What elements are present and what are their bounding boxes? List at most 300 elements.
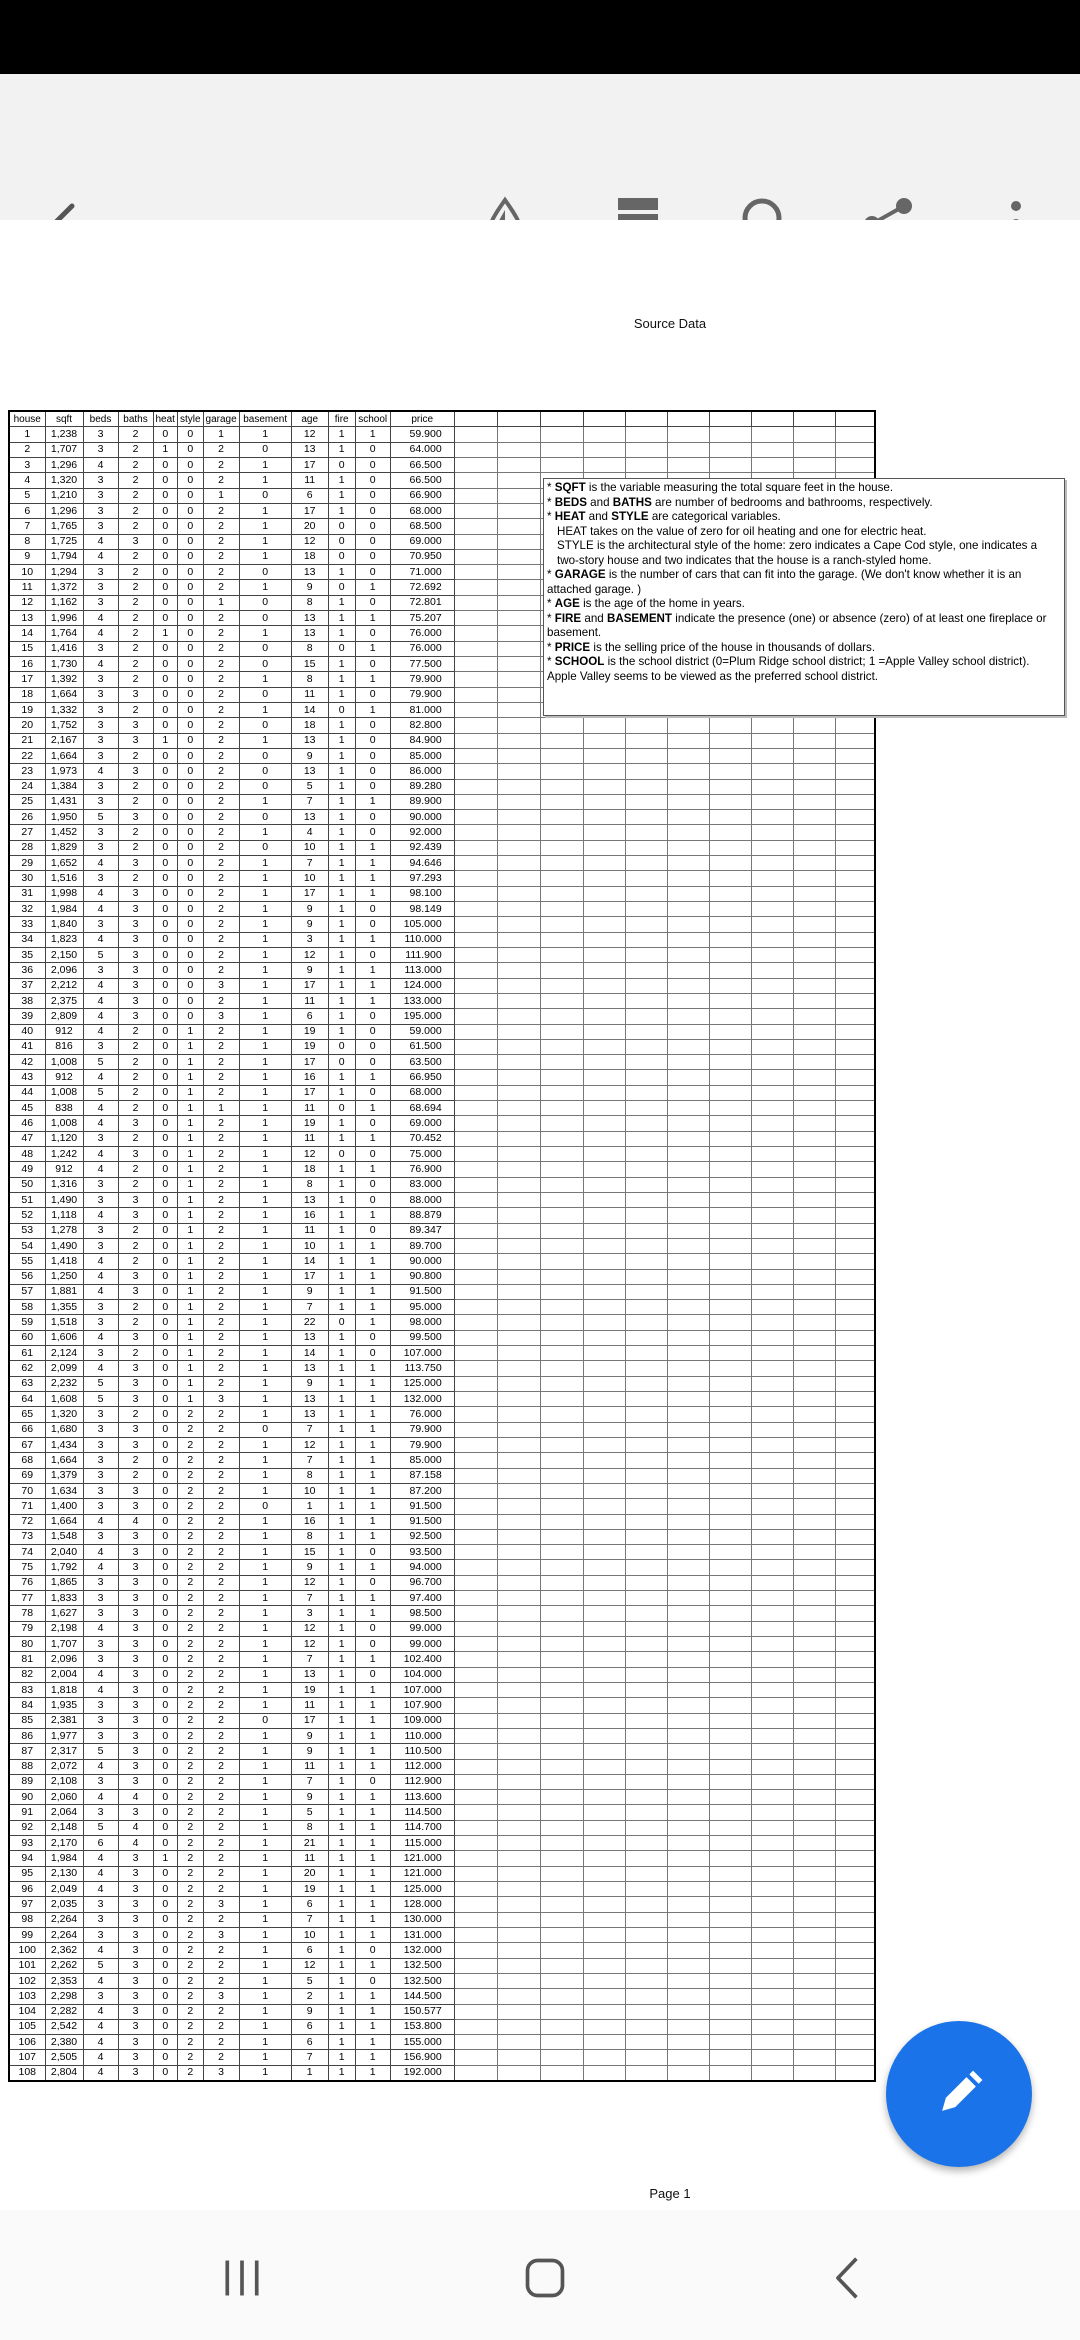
cell-sqft: 1,392 [45, 672, 83, 687]
cell-heat: 0 [153, 748, 177, 763]
cell-baths: 2 [118, 427, 153, 442]
cell-fire: 1 [328, 2004, 355, 2019]
cell-style: 0 [177, 825, 203, 840]
empty-cell [667, 1101, 709, 1116]
cell-baths: 3 [118, 1989, 153, 2004]
empty-cell [667, 1667, 709, 1682]
cell-sqft: 2,264 [45, 1927, 83, 1942]
empty-cell [497, 1407, 540, 1422]
empty-cell [709, 2050, 751, 2065]
cell-price: 85.000 [390, 1453, 454, 1468]
cell-beds: 4 [83, 1284, 118, 1299]
cell-beds: 4 [83, 1560, 118, 1575]
empty-cell [835, 1652, 875, 1667]
empty-cell [454, 473, 497, 488]
cell-house: 85 [9, 1713, 45, 1728]
empty-cell [497, 1177, 540, 1192]
table-row [9, 1805, 875, 1820]
empty-cell [497, 1085, 540, 1100]
empty-cell [583, 1805, 625, 1820]
empty-cell [540, 411, 583, 427]
cell-baths: 3 [118, 1376, 153, 1391]
table-row [9, 1070, 875, 1085]
cell-price: 125.000 [390, 1376, 454, 1391]
table-row [9, 1836, 875, 1851]
cell-fire: 1 [328, 1483, 355, 1498]
cell-fire: 1 [328, 1468, 355, 1483]
empty-cell [625, 840, 667, 855]
cell-school: 1 [355, 1269, 390, 1284]
cell-heat: 0 [153, 978, 177, 993]
empty-cell [793, 718, 835, 733]
cell-price: 72.692 [390, 580, 454, 595]
cell-age: 12 [291, 1575, 328, 1590]
empty-cell [454, 963, 497, 978]
empty-cell [709, 1606, 751, 1621]
empty-cell [540, 856, 583, 871]
empty-cell [625, 1560, 667, 1575]
cell-fire: 0 [328, 1147, 355, 1162]
cell-baths: 4 [118, 1790, 153, 1805]
empty-cell [454, 1667, 497, 1682]
empty-cell [835, 1790, 875, 1805]
empty-cell [835, 1361, 875, 1376]
cell-house: 96 [9, 1882, 45, 1897]
cell-beds: 5 [83, 1820, 118, 1835]
cell-beds: 4 [83, 2004, 118, 2019]
cell-sqft: 1,996 [45, 611, 83, 626]
cell-style: 2 [177, 1882, 203, 1897]
cell-basement: 1 [239, 1575, 291, 1590]
cell-price: 104.000 [390, 1667, 454, 1682]
empty-cell [454, 1637, 497, 1652]
empty-cell [454, 1177, 497, 1192]
empty-cell [667, 1820, 709, 1835]
empty-cell [454, 993, 497, 1008]
empty-cell [667, 1361, 709, 1376]
empty-cell [454, 886, 497, 901]
cell-beds: 6 [83, 1836, 118, 1851]
empty-cell [751, 427, 793, 442]
table-row [9, 2019, 875, 2034]
variable-notes [543, 478, 1065, 716]
cell-style: 0 [177, 1009, 203, 1024]
empty-cell [454, 1147, 497, 1162]
empty-cell [835, 1330, 875, 1345]
empty-cell [835, 1131, 875, 1146]
cell-style: 1 [177, 1208, 203, 1223]
cell-sqft: 1,008 [45, 1055, 83, 1070]
empty-cell [497, 947, 540, 962]
empty-cell [751, 1177, 793, 1192]
empty-cell [583, 1529, 625, 1544]
cell-basement: 1 [239, 1943, 291, 1958]
table-row [9, 917, 875, 932]
cell-age: 17 [291, 1055, 328, 1070]
cell-house: 8 [9, 534, 45, 549]
empty-cell [497, 519, 540, 534]
empty-cell [751, 1744, 793, 1759]
cell-beds: 4 [83, 657, 118, 672]
cell-beds: 3 [83, 595, 118, 610]
cell-style: 2 [177, 1422, 203, 1437]
cell-heat: 0 [153, 1315, 177, 1330]
empty-cell [625, 810, 667, 825]
empty-cell [497, 1499, 540, 1514]
column-header-baths: baths [118, 411, 153, 427]
cell-age: 11 [291, 1851, 328, 1866]
empty-cell [751, 1346, 793, 1361]
cell-baths: 2 [118, 1300, 153, 1315]
empty-cell [667, 2004, 709, 2019]
empty-cell [835, 764, 875, 779]
empty-cell [540, 1759, 583, 1774]
cell-style: 2 [177, 1774, 203, 1789]
empty-cell [497, 1591, 540, 1606]
empty-cell [497, 473, 540, 488]
cell-age: 12 [291, 1958, 328, 1973]
empty-cell [751, 1254, 793, 1269]
cell-heat: 0 [153, 1376, 177, 1391]
cell-beds: 4 [83, 856, 118, 871]
empty-cell [625, 1024, 667, 1039]
empty-cell [497, 1468, 540, 1483]
empty-cell [454, 1591, 497, 1606]
cell-beds: 4 [83, 1330, 118, 1345]
empty-cell [625, 1392, 667, 1407]
cell-heat: 0 [153, 2019, 177, 2034]
empty-cell [667, 1147, 709, 1162]
empty-cell [625, 917, 667, 932]
cell-basement: 1 [239, 1989, 291, 2004]
empty-cell [497, 580, 540, 595]
cell-price: 68.694 [390, 1101, 454, 1116]
empty-cell [583, 1085, 625, 1100]
empty-cell [454, 810, 497, 825]
cell-heat: 0 [153, 1820, 177, 1835]
empty-cell [454, 1269, 497, 1284]
empty-cell [709, 427, 751, 442]
empty-cell [583, 1943, 625, 1958]
cell-sqft: 2,150 [45, 947, 83, 962]
cell-heat: 0 [153, 702, 177, 717]
cell-sqft: 1,680 [45, 1422, 83, 1437]
cell-price: 112.000 [390, 1759, 454, 1774]
cell-heat: 0 [153, 840, 177, 855]
empty-cell [709, 917, 751, 932]
empty-cell [454, 947, 497, 962]
cell-house: 10 [9, 565, 45, 580]
cell-style: 2 [177, 1851, 203, 1866]
empty-cell [751, 1621, 793, 1636]
cell-house: 83 [9, 1682, 45, 1697]
back-nav-button[interactable] [814, 2248, 884, 2308]
empty-cell [835, 1269, 875, 1284]
cell-fire: 1 [328, 1759, 355, 1774]
empty-cell [709, 1912, 751, 1927]
empty-cell [497, 1606, 540, 1621]
empty-cell [835, 871, 875, 886]
empty-cell [497, 687, 540, 702]
cell-basement: 1 [239, 1300, 291, 1315]
cell-baths: 2 [118, 626, 153, 641]
cell-baths: 3 [118, 902, 153, 917]
empty-cell [583, 1621, 625, 1636]
table-row [9, 1560, 875, 1575]
empty-cell [667, 733, 709, 748]
cell-school: 1 [355, 1101, 390, 1116]
empty-cell [835, 1698, 875, 1713]
cell-school: 0 [355, 1039, 390, 1054]
cell-baths: 2 [118, 580, 153, 595]
empty-cell [625, 779, 667, 794]
cell-sqft: 1,840 [45, 917, 83, 932]
empty-cell [497, 2004, 540, 2019]
cell-house: 104 [9, 2004, 45, 2019]
recent-apps-button[interactable] [207, 2248, 277, 2308]
empty-cell [454, 534, 497, 549]
empty-cell [751, 1514, 793, 1529]
home-button[interactable] [510, 2248, 580, 2308]
empty-cell [540, 825, 583, 840]
cell-style: 0 [177, 764, 203, 779]
cell-house: 21 [9, 733, 45, 748]
cell-fire: 0 [328, 1315, 355, 1330]
cell-baths: 3 [118, 1897, 153, 1912]
cell-baths: 3 [118, 2019, 153, 2034]
empty-cell [793, 1039, 835, 1054]
cell-age: 5 [291, 1973, 328, 1988]
cell-baths: 3 [118, 1866, 153, 1881]
cell-sqft: 1,725 [45, 534, 83, 549]
cell-school: 1 [355, 611, 390, 626]
empty-cell [667, 1009, 709, 1024]
cell-price: 112.900 [390, 1774, 454, 1789]
empty-cell [667, 1759, 709, 1774]
empty-cell [625, 871, 667, 886]
cell-basement: 0 [239, 779, 291, 794]
cell-sqft: 2,317 [45, 1744, 83, 1759]
cell-fire: 1 [328, 1943, 355, 1958]
cell-beds: 3 [83, 503, 118, 518]
cell-baths: 2 [118, 1238, 153, 1253]
cell-fire: 1 [328, 1637, 355, 1652]
cell-school: 1 [355, 1070, 390, 1085]
cell-garage: 2 [203, 1376, 239, 1391]
cell-basement: 1 [239, 1882, 291, 1897]
empty-cell [667, 1238, 709, 1253]
cell-house: 6 [9, 503, 45, 518]
table-row [9, 1192, 875, 1207]
cell-style: 2 [177, 1836, 203, 1851]
cell-age: 1 [291, 2065, 328, 2081]
cell-school: 1 [355, 1131, 390, 1146]
empty-cell [835, 1085, 875, 1100]
empty-cell [625, 1774, 667, 1789]
cell-garage: 2 [203, 1866, 239, 1881]
cell-heat: 0 [153, 825, 177, 840]
empty-cell [667, 1300, 709, 1315]
cell-house: 106 [9, 2035, 45, 2050]
empty-cell [751, 1545, 793, 1560]
empty-cell [583, 1989, 625, 2004]
empty-cell [835, 1238, 875, 1253]
cell-age: 9 [291, 1744, 328, 1759]
empty-cell [667, 1621, 709, 1636]
empty-cell [454, 1208, 497, 1223]
cell-age: 7 [291, 1300, 328, 1315]
table-row [9, 886, 875, 901]
cell-school: 0 [355, 1973, 390, 1988]
cell-house: 55 [9, 1254, 45, 1269]
cell-beds: 5 [83, 1392, 118, 1407]
empty-cell [454, 1131, 497, 1146]
edit-button[interactable] [886, 2021, 1032, 2167]
empty-cell [835, 1101, 875, 1116]
cell-garage: 2 [203, 565, 239, 580]
table-row [9, 2004, 875, 2019]
empty-cell [835, 1116, 875, 1131]
cell-school: 1 [355, 641, 390, 656]
empty-cell [540, 2004, 583, 2019]
cell-basement: 1 [239, 1269, 291, 1284]
cell-style: 2 [177, 1927, 203, 1942]
cell-garage: 3 [203, 1989, 239, 2004]
empty-cell [625, 1453, 667, 1468]
empty-cell [709, 1254, 751, 1269]
cell-style: 0 [177, 718, 203, 733]
cell-beds: 3 [83, 1437, 118, 1452]
note-line: HEAT takes on the value of zero for oil heating and one for electric heat. [557, 524, 927, 538]
cell-fire: 1 [328, 810, 355, 825]
cell-price: 110.500 [390, 1744, 454, 1759]
empty-cell [625, 825, 667, 840]
cell-school: 1 [355, 1560, 390, 1575]
table-row [9, 1024, 875, 1039]
empty-cell [835, 856, 875, 871]
cell-heat: 0 [153, 1606, 177, 1621]
cell-school: 0 [355, 825, 390, 840]
empty-cell [540, 1667, 583, 1682]
table-row [9, 2035, 875, 2050]
empty-cell [454, 748, 497, 763]
cell-heat: 0 [153, 1346, 177, 1361]
cell-garage: 2 [203, 442, 239, 457]
cell-heat: 0 [153, 1116, 177, 1131]
empty-cell [454, 2019, 497, 2034]
cell-sqft: 2,040 [45, 1545, 83, 1560]
cell-heat: 0 [153, 611, 177, 626]
cell-fire: 1 [328, 1560, 355, 1575]
empty-cell [835, 1897, 875, 1912]
cell-age: 20 [291, 519, 328, 534]
empty-cell [497, 1376, 540, 1391]
empty-cell [625, 1055, 667, 1070]
table-row [9, 1162, 875, 1177]
cell-beds: 4 [83, 978, 118, 993]
cell-heat: 0 [153, 718, 177, 733]
empty-cell [793, 1330, 835, 1345]
empty-cell [835, 1575, 875, 1590]
empty-cell [540, 1070, 583, 1085]
empty-cell [540, 963, 583, 978]
cell-heat: 0 [153, 1958, 177, 1973]
table-row [9, 1392, 875, 1407]
cell-house: 67 [9, 1437, 45, 1452]
note-line: * BEDS and BATHS are number of bedrooms and bathrooms, respectively. [547, 495, 933, 509]
cell-basement: 0 [239, 565, 291, 580]
cell-school: 0 [355, 1943, 390, 1958]
cell-price: 156.900 [390, 2050, 454, 2065]
table-row [9, 1514, 875, 1529]
empty-cell [497, 794, 540, 809]
table-row [9, 427, 875, 442]
cell-beds: 3 [83, 580, 118, 595]
cell-heat: 0 [153, 1269, 177, 1284]
empty-cell [540, 1453, 583, 1468]
cell-style: 2 [177, 2035, 203, 2050]
cell-price: 82.800 [390, 718, 454, 733]
empty-cell [454, 1836, 497, 1851]
cell-sqft: 1,664 [45, 687, 83, 702]
empty-cell [583, 1070, 625, 1085]
cell-school: 0 [355, 1545, 390, 1560]
cell-house: 1 [9, 427, 45, 442]
empty-cell [835, 1483, 875, 1498]
empty-cell [625, 886, 667, 901]
cell-heat: 0 [153, 503, 177, 518]
cell-basement: 1 [239, 794, 291, 809]
cell-basement: 1 [239, 519, 291, 534]
cell-garage: 2 [203, 1437, 239, 1452]
cell-basement: 1 [239, 1805, 291, 1820]
cell-baths: 2 [118, 840, 153, 855]
empty-cell [835, 733, 875, 748]
cell-heat: 0 [153, 1882, 177, 1897]
cell-price: 69.000 [390, 534, 454, 549]
empty-cell [751, 932, 793, 947]
empty-cell [454, 2035, 497, 2050]
empty-cell [793, 1407, 835, 1422]
cell-price: 92.000 [390, 825, 454, 840]
empty-cell [583, 902, 625, 917]
cell-sqft: 912 [45, 1162, 83, 1177]
cell-sqft: 2,124 [45, 1346, 83, 1361]
cell-beds: 4 [83, 932, 118, 947]
empty-cell [751, 947, 793, 962]
empty-cell [709, 932, 751, 947]
empty-cell [793, 1882, 835, 1897]
empty-cell [793, 1943, 835, 1958]
cell-age: 9 [291, 748, 328, 763]
empty-cell [667, 856, 709, 871]
cell-garage: 3 [203, 2065, 239, 2081]
empty-cell [793, 1667, 835, 1682]
cell-baths: 3 [118, 1759, 153, 1774]
empty-cell [709, 1560, 751, 1575]
empty-cell [454, 503, 497, 518]
empty-cell [835, 1774, 875, 1789]
empty-cell [454, 1376, 497, 1391]
cell-style: 0 [177, 733, 203, 748]
empty-cell [625, 1300, 667, 1315]
cell-baths: 3 [118, 1147, 153, 1162]
cell-age: 7 [291, 1652, 328, 1667]
cell-baths: 3 [118, 1805, 153, 1820]
home-icon [517, 2255, 573, 2301]
cell-basement: 0 [239, 1713, 291, 1728]
cell-sqft: 1,518 [45, 1315, 83, 1330]
